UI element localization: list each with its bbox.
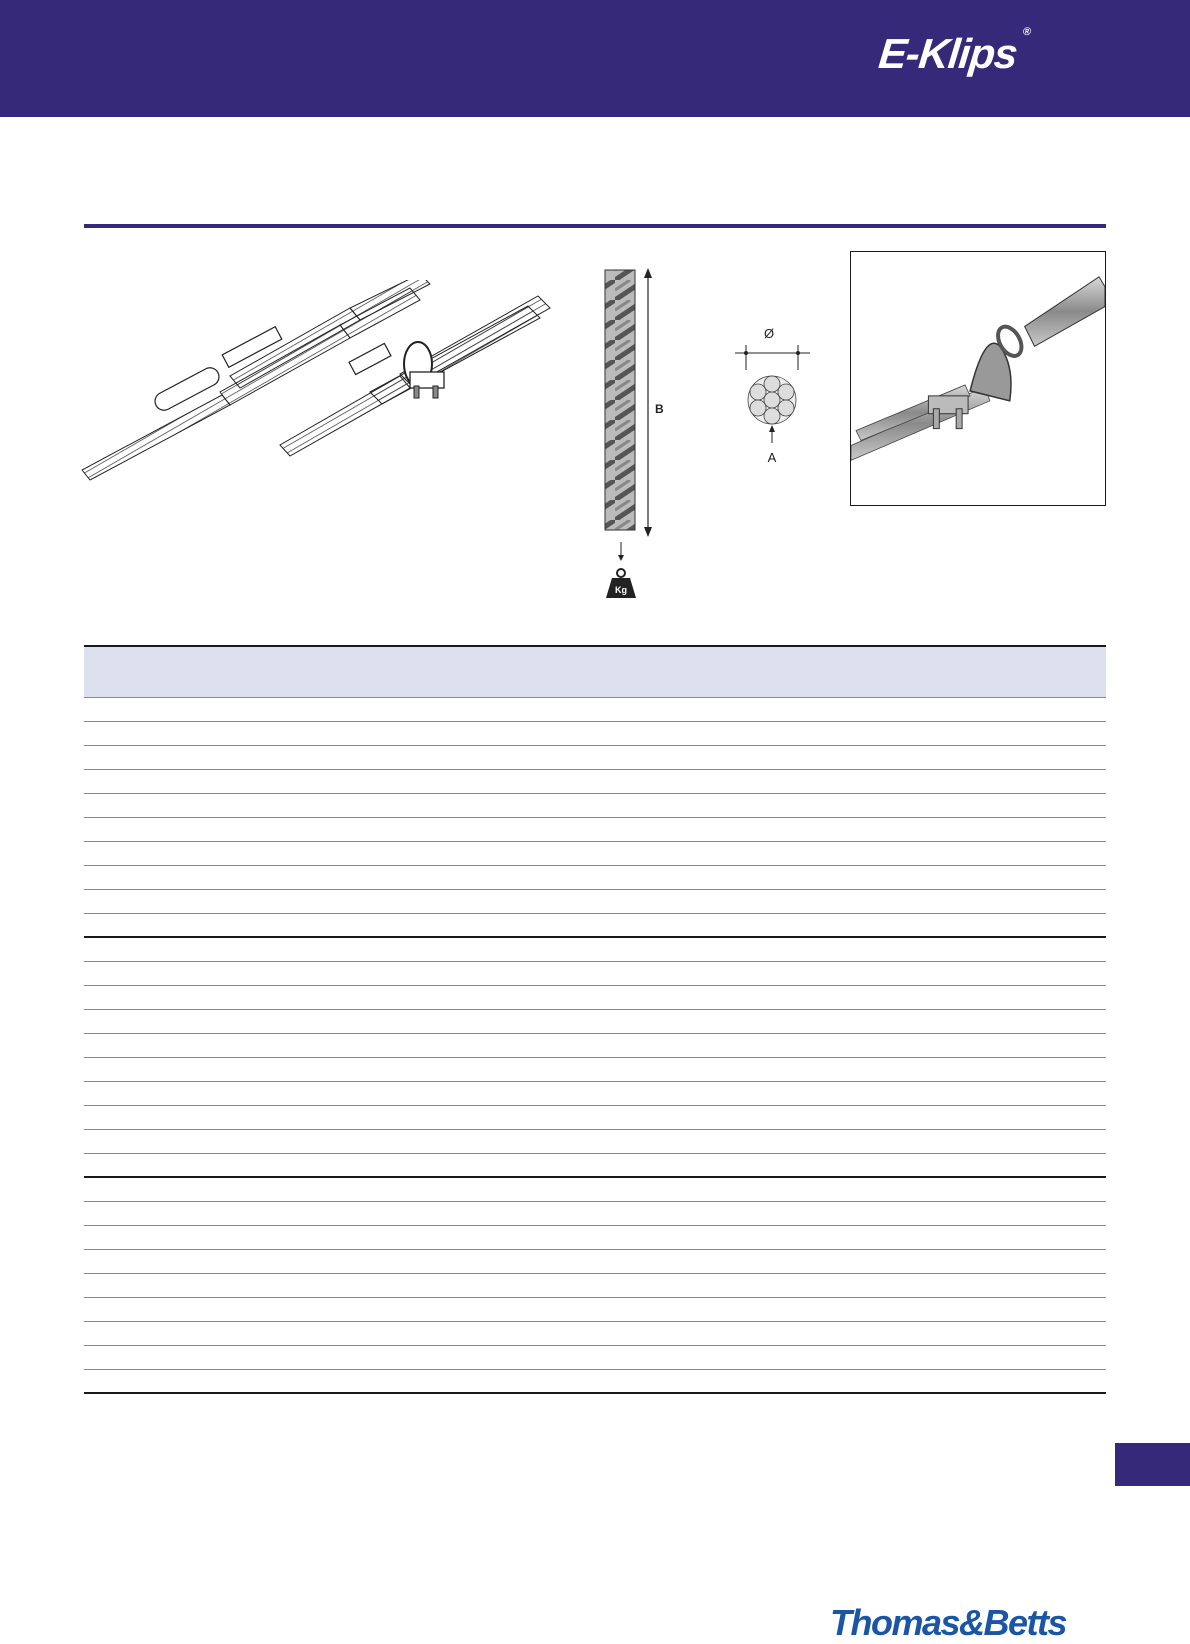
table-row xyxy=(84,986,1106,1010)
specification-table xyxy=(84,645,1106,1394)
application-photo xyxy=(850,251,1106,506)
page-tab-marker xyxy=(1115,1443,1190,1486)
table-row xyxy=(84,1250,1106,1274)
table-body xyxy=(84,698,1106,1394)
table-row xyxy=(84,914,1106,938)
header-band xyxy=(0,0,1190,117)
table-row xyxy=(84,818,1106,842)
table-row xyxy=(84,1034,1106,1058)
table-row xyxy=(84,1178,1106,1202)
table-row xyxy=(84,1082,1106,1106)
table-row xyxy=(84,1010,1106,1034)
table-row xyxy=(84,698,1106,722)
table-row xyxy=(84,722,1106,746)
rope-length-illustration xyxy=(585,260,685,605)
rope-ends-illustration xyxy=(70,280,570,510)
length-label: B xyxy=(655,402,664,416)
rope-cross-section-illustration xyxy=(715,320,830,480)
section-rule xyxy=(84,224,1106,228)
table-row xyxy=(84,1322,1106,1346)
table-row xyxy=(84,938,1106,962)
diameter-symbol: Ø xyxy=(763,326,775,341)
table-row xyxy=(84,1058,1106,1082)
weight-icon xyxy=(606,569,636,598)
table-row xyxy=(84,1370,1106,1394)
table-row xyxy=(84,1202,1106,1226)
weight-label: Kg xyxy=(615,585,627,595)
table-row xyxy=(84,1274,1106,1298)
table-header xyxy=(84,645,1106,698)
table-row xyxy=(84,1130,1106,1154)
table-row xyxy=(84,1154,1106,1178)
table-row xyxy=(84,1226,1106,1250)
table-row xyxy=(84,842,1106,866)
brand-logo: E-Klips ® xyxy=(876,26,1031,77)
table-row xyxy=(84,890,1106,914)
cross-section-label: A xyxy=(767,450,777,465)
table-row xyxy=(84,794,1106,818)
table-row xyxy=(84,1106,1106,1130)
thomas-betts-logo: Thomas&Betts xyxy=(830,1602,1067,1643)
table-row xyxy=(84,1346,1106,1370)
table-row xyxy=(84,746,1106,770)
table-row xyxy=(84,1298,1106,1322)
table-row xyxy=(84,866,1106,890)
table-row xyxy=(84,962,1106,986)
table-row xyxy=(84,770,1106,794)
